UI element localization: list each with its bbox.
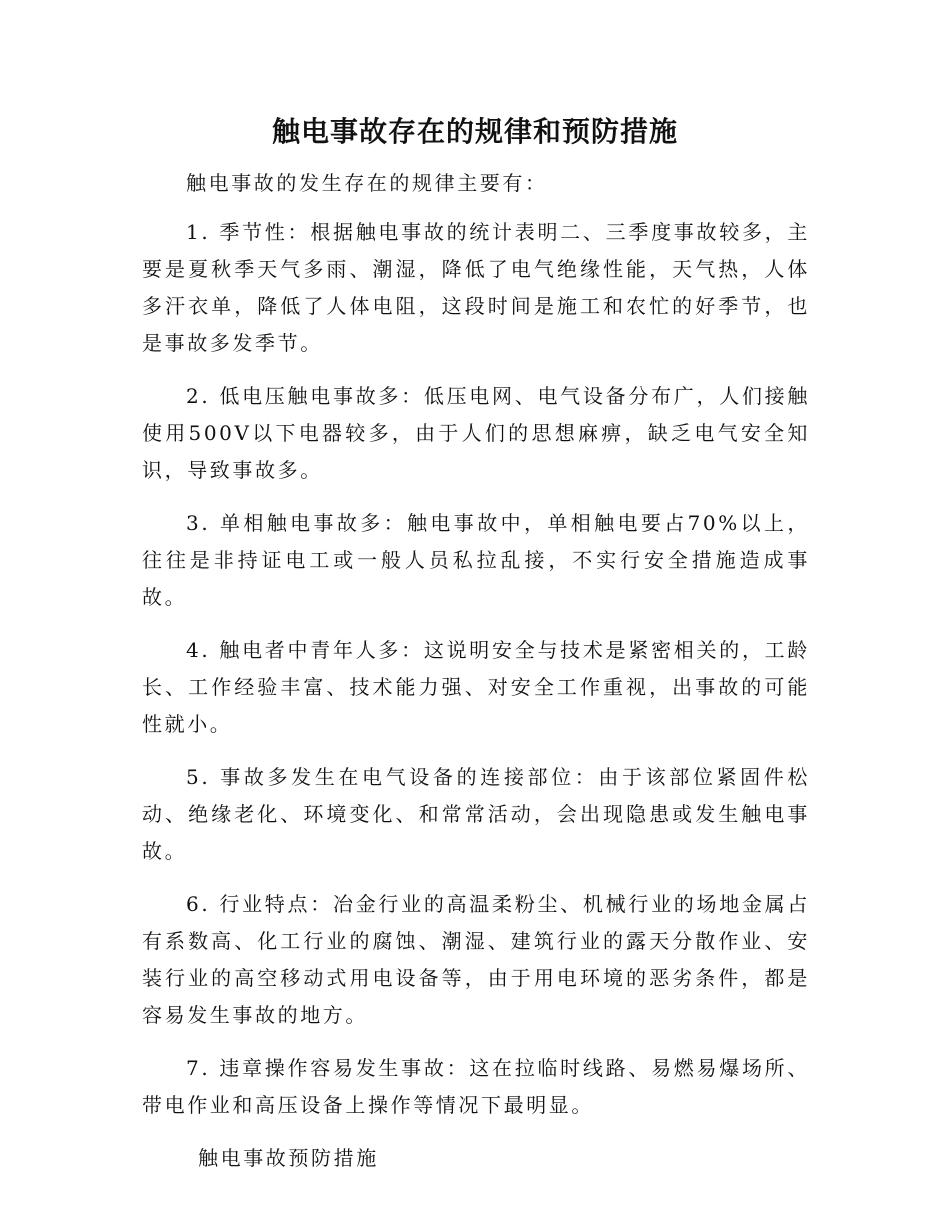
rule-item-3: 3. 单相触电事故多：触电事故中，单相触电要占70%以上，往往是非持证电工或一般人员私拉乱接，不实行安全措施造成事故。 — [142, 511, 810, 609]
rule-item-7: 7. 违章操作容易发生事故：这在拉临时线路、易燃易爆场所、带电作业和高压设备上操作等情况下最明显。 — [142, 1056, 810, 1117]
document-body — [142, 165, 810, 1177]
document-title: 触电事故存在的规律和预防措施 — [271, 115, 678, 148]
rule-item-5: 5. 事故多发生在电气设备的连接部位：由于该部位紧固件松动、绝缘老化、环境变化、和常常活动，会出现隐患或发生触电事故。 — [142, 765, 810, 863]
rule-item-4: 4. 触电者中青年人多：这说明安全与技术是紧密相关的，工龄长、工作经验丰富、技术能力强、对安全工作重视，出事故的可能性就小。 — [142, 638, 810, 736]
section-heading: 触电事故预防措施 — [198, 1146, 379, 1170]
intro-paragraph: 触电事故的发生存在的规律主要有： — [186, 171, 548, 195]
rule-item-6: 6. 行业特点：冶金行业的高温柔粉尘、机械行业的场地金属占有系数高、化工行业的腐蚀、潮湿、建筑行业的露天分散作业、安装行业的高空移动式用电设备等，由于用电环境的恶劣条件，都是容易发生事故的地方。 — [142, 892, 810, 1027]
rule-item-1: 1. 季节性：根据触电事故的统计表明二、三季度事故较多，主要是夏秋季天气多雨、潮湿，降低了电气绝缘性能，天气热，人体多汗衣单，降低了人体电阻，这段时间是施工和农忙的好季节，也是事故多发季节。 — [142, 220, 810, 355]
rule-item-2: 2. 低电压触电事故多：低压电网、电气设备分布广，人们接触使用500V以下电器较多，由于人们的思想麻痹，缺乏电气安全知识，导致事故多。 — [142, 384, 810, 482]
